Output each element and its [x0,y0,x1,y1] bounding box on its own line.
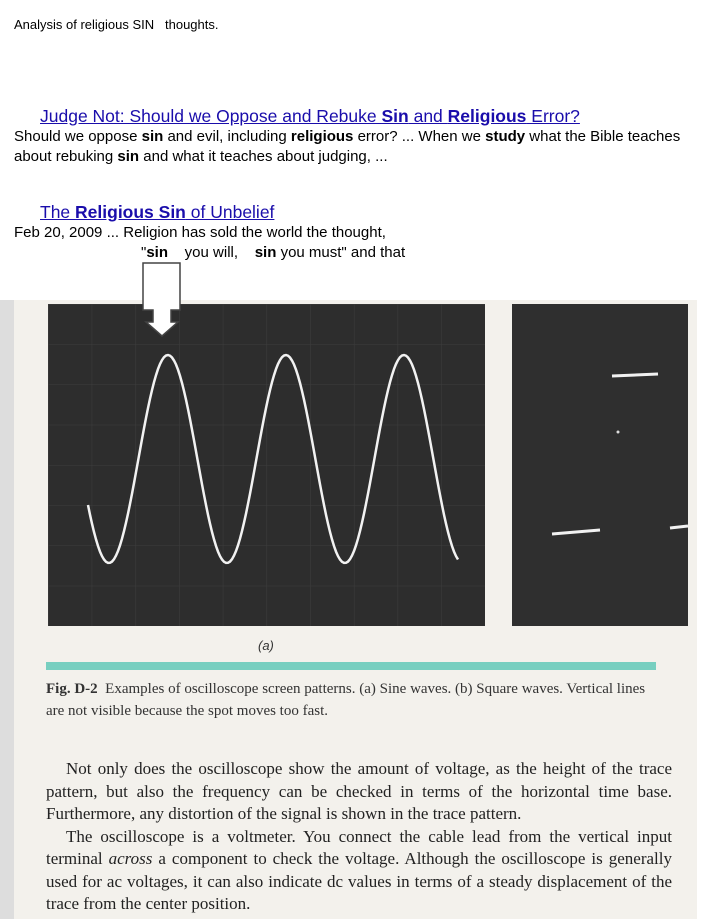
scanned-textbook-page [14,300,697,919]
result-link-judge-not[interactable]: Judge Not: Should we Oppose and Rebuke Sin and Religious Error? [40,106,580,126]
figure-caption: Fig. D-2 Examples of oscilloscope screen patterns. (a) Sine waves. (b) Square waves. Vertical lines are not visible because the spot moves too fast. [46,681,646,719]
oscilloscope-screen-square [512,304,688,626]
result-link-religious-sin[interactable]: The Religious Sin of Unbelief [40,202,275,222]
figure-label-a: (a) [258,638,274,653]
scan-gutter [0,300,14,919]
result-snippet: Should we oppose sin and evil, including religious error? ... When we study what the Bible teaches about rebuking sin and what it teaches about judging, ... [14,128,681,165]
paragraph-2: The oscilloscope is a voltmeter. You connect the cable lead from the vertical input terminal across a component to check the voltage. Although the oscilloscope is generally used for ac voltages, it can also indicate dc values in terms of a steady displacement of the trace from the center position. [46,826,672,913]
result-snippet-quote: "sin you will, sin you must" and that [141,244,406,261]
body-text [46,758,672,916]
caption-divider [46,662,656,670]
paragraph-1: Not only does the oscilloscope show the amount of voltage, as the height of the trace pattern, but also the frequency can be checked in terms of the horizontal time base. Furthermore, any distortion of the signal is shown in the trace pattern. [46,759,672,823]
oscilloscope-screen-sine [48,304,485,626]
square-wave-trace [512,304,688,626]
search-result-2 [14,202,694,263]
search-result-1 [14,106,694,167]
result-snippet-line: Feb 20, 2009 ... Religion has sold the world the thought, [14,224,386,241]
document-title: Analysis of religious SIN thoughts. [14,17,219,32]
down-arrow-icon [142,262,182,338]
sine-wave-trace [48,304,485,626]
